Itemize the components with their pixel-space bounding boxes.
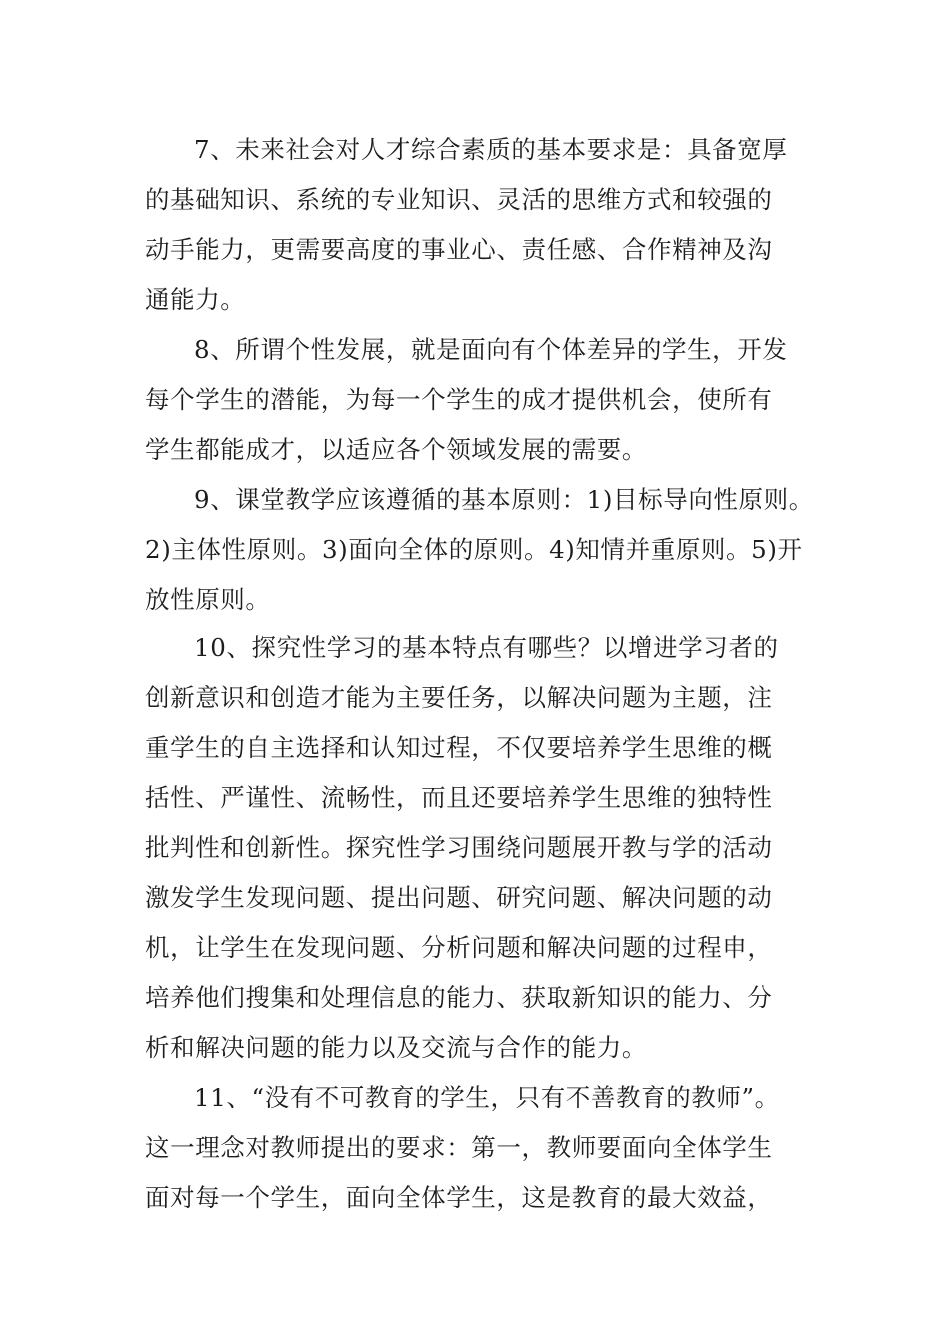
paragraph-10-line-3: 重学生的自主选择和认知过程，不仅要培养学生思维的概 (145, 733, 773, 762)
paragraph-11-line-3: 面对每一个学生，面向全体学生，这是教育的最大效益， (145, 1183, 773, 1212)
paragraph-11-line-2: 这一理念对教师提出的要求：第一，教师要面向全体学生 (145, 1133, 773, 1162)
paragraph-7-line-4: 通能力。 (145, 285, 246, 314)
paragraph-10-line-8: 培养他们搜集和处理信息的能力、获取新知识的能力、分 (145, 983, 773, 1012)
paragraph-7-line-2: 的基础知识、系统的专业知识、灵活的思维方式和较强的 (145, 185, 773, 214)
paragraph-9-line-3: 放性原则。 (145, 585, 271, 614)
paragraph-8-line-3: 学生都能成才，以适应各个领域发展的需要。 (145, 435, 647, 464)
paragraph-9-line-1: 9、课堂教学应该遵循的基本原则：1)目标导向性原则。 (194, 485, 814, 514)
paragraph-10-line-1: 10、探究性学习的基本特点有哪些？以增进学习者的 (194, 633, 779, 662)
paragraph-11-line-1: 11、“没有不可教育的学生，只有不善教育的教师”。 (194, 1083, 780, 1112)
paragraph-10-line-6: 激发学生发现问题、提出问题、研究问题、解决问题的动 (145, 883, 773, 912)
paragraph-7-line-1: 7、未来社会对人才综合素质的基本要求是：具备宽厚 (194, 135, 788, 164)
paragraph-10-line-2: 创新意识和创造才能为主要任务，以解决问题为主题，注 (145, 683, 773, 712)
paragraph-10-line-5: 批判性和创新性。探究性学习围绕问题展开教与学的活动 (145, 833, 773, 862)
paragraph-7-line-3: 动手能力，更需要高度的事业心、责任感、合作精神及沟 (145, 235, 773, 264)
paragraph-9-line-2: 2)主体性原则。3)面向全体的原则。4)知情并重原则。5)开 (145, 535, 803, 564)
paragraph-8-line-1: 8、所谓个性发展，就是面向有个体差异的学生，开发 (194, 335, 788, 364)
paragraph-10-line-4: 括性、严谨性、流畅性，而且还要培养学生思维的独特性 (145, 783, 773, 812)
paragraph-10-line-7: 机，让学生在发现问题、分析问题和解决问题的过程申， (145, 933, 773, 962)
paragraph-8-line-2: 每个学生的潜能，为每一个学生的成才提供机会，使所有 (145, 385, 773, 414)
paragraph-10-line-9: 析和解决问题的能力以及交流与合作的能力。 (145, 1033, 647, 1062)
